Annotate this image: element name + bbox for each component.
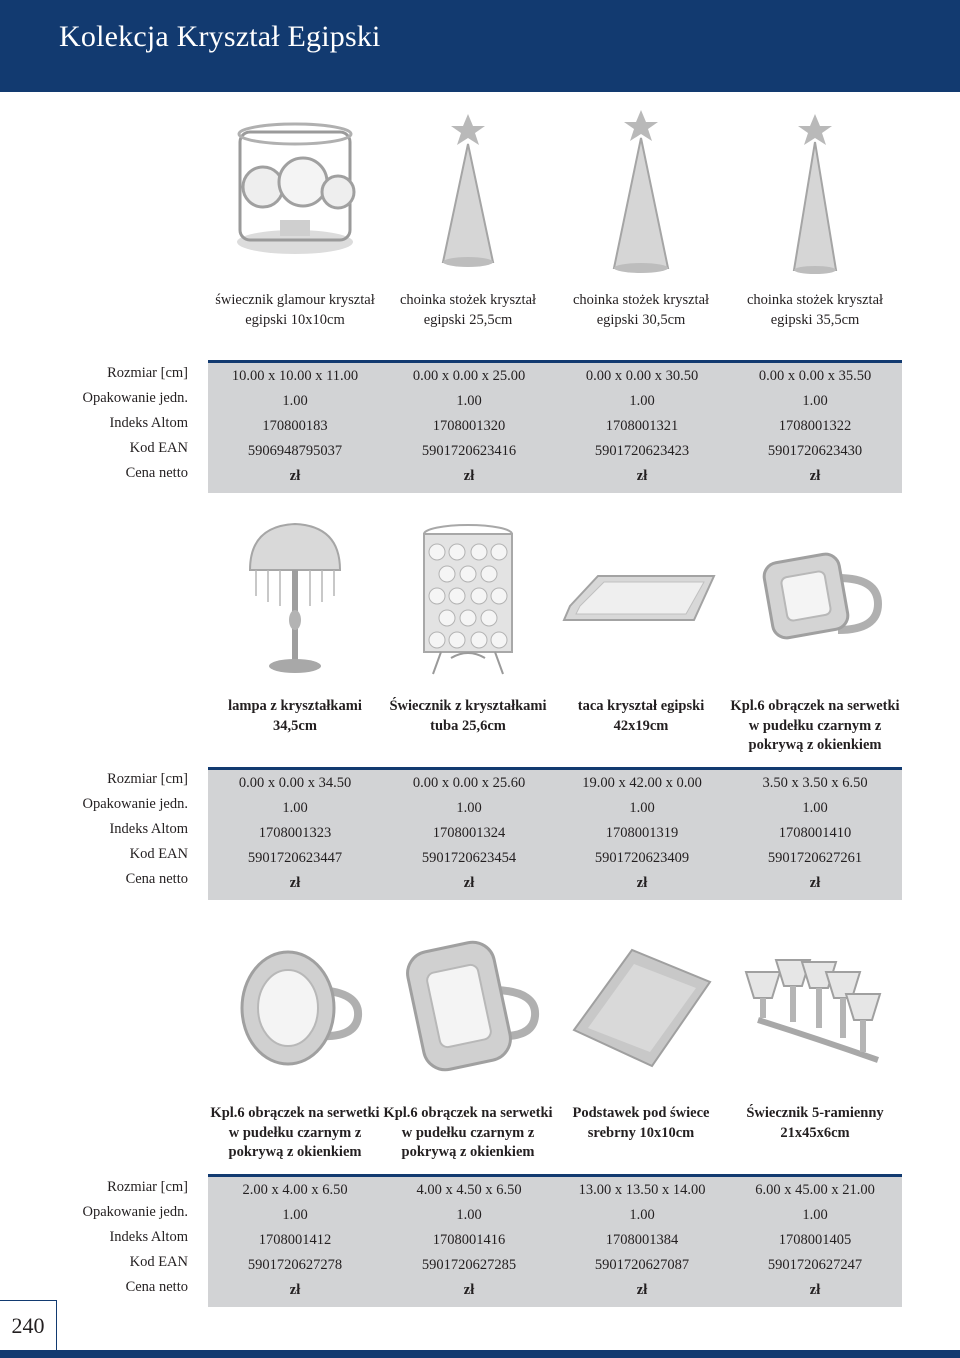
size-value: 2.00 x 4.00 x 6.50 [242,1182,348,1198]
size-value: 4.00 x 4.50 x 6.50 [416,1182,522,1198]
crystal-cone-tree-icon [554,102,728,276]
index-value: 1708001416 [432,1232,506,1248]
label-ean: Kod EAN [129,1254,188,1270]
size-value: 0.00 x 0.00 x 25.60 [412,775,526,791]
spec-col-2-3 [555,771,729,896]
price-value: zł [463,1282,475,1298]
ean-value: 5901720623409 [594,850,690,866]
product-photo-3-4 [728,920,902,1094]
size-value: 19.00 x 42.00 x 0.00 [582,775,702,791]
ean-value: 5901720627087 [594,1257,690,1273]
product-name-1-2: choinka stożek kryształ egipski 25,5cm [399,292,537,328]
ean-value: 5901720623454 [421,850,517,866]
price-value: zł [463,875,475,891]
spec-col-3-3 [555,1178,729,1303]
spec-col-1-2 [382,364,556,489]
price-value: zł [289,468,301,484]
pack-value: 1.00 [629,800,655,816]
ean-value: 5901720627278 [247,1257,343,1273]
product-name-1-1: świecznik glamour kryształ egipski 10x10cm [215,292,375,328]
crystal-lamp-icon [208,508,382,682]
index-value: 1708001320 [432,418,506,434]
ean-value: 5901720627285 [421,1257,517,1273]
pack-value: 1.00 [282,800,308,816]
price-value: zł [289,1282,301,1298]
spec-table-3 [208,1174,902,1307]
spec-labels-2 [40,767,188,892]
pack-value: 1.00 [802,1207,828,1223]
label-price: Cena netto [125,871,188,887]
index-value: 1708001324 [432,825,506,841]
index-value: 1708001384 [605,1232,679,1248]
index-value: 1708001321 [605,418,679,434]
ean-value: 5901720627247 [767,1257,863,1273]
product-photo-2-3 [554,508,728,682]
pack-value: 1.00 [629,393,655,409]
size-value: 6.00 x 45.00 x 21.00 [755,1182,875,1198]
label-pack: Opakowanie jedn. [82,390,188,406]
size-value: 10.00 x 10.00 x 11.00 [231,368,359,384]
page-number: 240 [11,1313,45,1338]
label-size: Rozmiar [cm] [107,365,188,381]
product-photo-1-2 [381,102,555,276]
product-photo-3-2 [381,920,555,1094]
spec-col-1-1 [208,364,382,489]
pack-value: 1.00 [629,1207,655,1223]
spec-col-2-1 [208,771,382,896]
napkin-ring-square-icon [728,508,902,682]
pack-value: 1.00 [456,393,482,409]
spec-col-2-4 [728,771,902,896]
index-value: 170800183 [262,418,328,434]
spec-table-1 [208,360,902,493]
spec-col-1-3 [555,364,729,489]
product-name-3-2: Kpl.6 obrączek na serwetki w pudełku czarnym z pokrywą z okienkiem [383,1105,553,1160]
crystal-cone-tree-icon [728,102,902,276]
ean-value: 5901720623416 [421,443,517,459]
price-value: zł [636,875,648,891]
price-value: zł [463,468,475,484]
ean-value: 5901720627261 [767,850,863,866]
price-value: zł [809,1282,821,1298]
product-photo-1-1 [208,102,382,276]
label-index: Indeks Altom [109,1229,188,1245]
product-name-3-4: Świecznik 5-ramienny 21x45x6cm [746,1105,884,1141]
label-pack: Opakowanie jedn. [82,796,188,812]
product-name-3-1: Kpl.6 obrączek na serwetki w pudełku czarnym z pokrywą z okienkiem [210,1105,380,1160]
product-photo-2-1 [208,508,382,682]
product-name-1-4: choinka stożek kryształ egipski 35,5cm [746,292,884,328]
price-value: zł [809,468,821,484]
product-name-2-1: lampa z kryształkami 34,5cm [228,698,362,734]
label-index: Indeks Altom [109,821,188,837]
label-size: Rozmiar [cm] [107,771,188,787]
index-value: 1708001412 [258,1232,332,1248]
pack-value: 1.00 [456,1207,482,1223]
page-header [0,0,960,92]
product-name-2-3: taca kryształ egipski 42x19cm [577,698,705,734]
price-value: zł [636,468,648,484]
spec-table-2 [208,767,902,900]
price-value: zł [636,1282,648,1298]
index-value: 1708001405 [778,1232,852,1248]
product-name-2-2: Świecznik z kryształkami tuba 25,6cm [389,698,547,734]
spec-labels-1 [40,361,188,486]
spec-col-3-2 [382,1178,556,1303]
size-value: 0.00 x 0.00 x 34.50 [238,775,352,791]
ean-value: 5901720623430 [767,443,863,459]
five-arm-candle-holder-icon [728,920,902,1094]
size-value: 13.00 x 13.50 x 14.00 [578,1182,706,1198]
label-price: Cena netto [125,1279,188,1295]
product-photo-2-2 [381,508,555,682]
pack-value: 1.00 [282,393,308,409]
product-name-2-4: Kpl.6 obrączek na serwetki w pudełku czarnym z pokrywą z okienkiem [730,698,900,753]
product-photo-2-4 [728,508,902,682]
size-value: 0.00 x 0.00 x 25.00 [412,368,526,384]
napkin-ring-oval-icon [208,920,382,1094]
label-pack: Opakowanie jedn. [82,1204,188,1220]
spec-col-3-4 [728,1178,902,1303]
product-photo-1-4 [728,102,902,276]
spec-col-1-4 [728,364,902,489]
product-photo-1-3 [554,102,728,276]
product-name-1-3: choinka stożek kryształ egipski 30,5cm [572,292,710,328]
crystal-tube-icon [381,508,555,682]
page-number-box [0,1300,57,1351]
ean-value: 5901720623423 [594,443,690,459]
ean-value: 5906948795037 [247,443,343,459]
price-value: zł [289,875,301,891]
spec-labels-3 [40,1175,188,1300]
index-value: 1708001319 [605,825,679,841]
pack-value: 1.00 [802,800,828,816]
napkin-ring-rect-icon [381,920,555,1094]
pack-value: 1.00 [802,393,828,409]
label-ean: Kod EAN [129,846,188,862]
product-photo-3-1 [208,920,382,1094]
page-title: Kolekcja Kryształ Egipski [59,20,381,53]
label-ean: Kod EAN [129,440,188,456]
label-price: Cena netto [125,465,188,481]
spec-col-3-1 [208,1178,382,1303]
ean-value: 5901720623447 [247,850,343,866]
pack-value: 1.00 [456,800,482,816]
label-size: Rozmiar [cm] [107,1179,188,1195]
size-value: 3.50 x 3.50 x 6.50 [762,775,868,791]
candle-plate-icon [554,920,728,1094]
product-photo-3-3 [554,920,728,1094]
crystal-cone-tree-icon [381,102,555,276]
pack-value: 1.00 [282,1207,308,1223]
price-value: zł [809,875,821,891]
tray-icon [554,508,728,682]
size-value: 0.00 x 0.00 x 30.50 [585,368,699,384]
footer-bar [0,1350,960,1358]
index-value: 1708001322 [778,418,852,434]
index-value: 1708001410 [778,825,852,841]
crystal-candle-holder-icon [208,102,382,276]
index-value: 1708001323 [258,825,332,841]
label-index: Indeks Altom [109,415,188,431]
spec-col-2-2 [382,771,556,896]
size-value: 0.00 x 0.00 x 35.50 [758,368,872,384]
product-name-3-3: Podstawek pod świece srebrny 10x10cm [572,1105,710,1141]
